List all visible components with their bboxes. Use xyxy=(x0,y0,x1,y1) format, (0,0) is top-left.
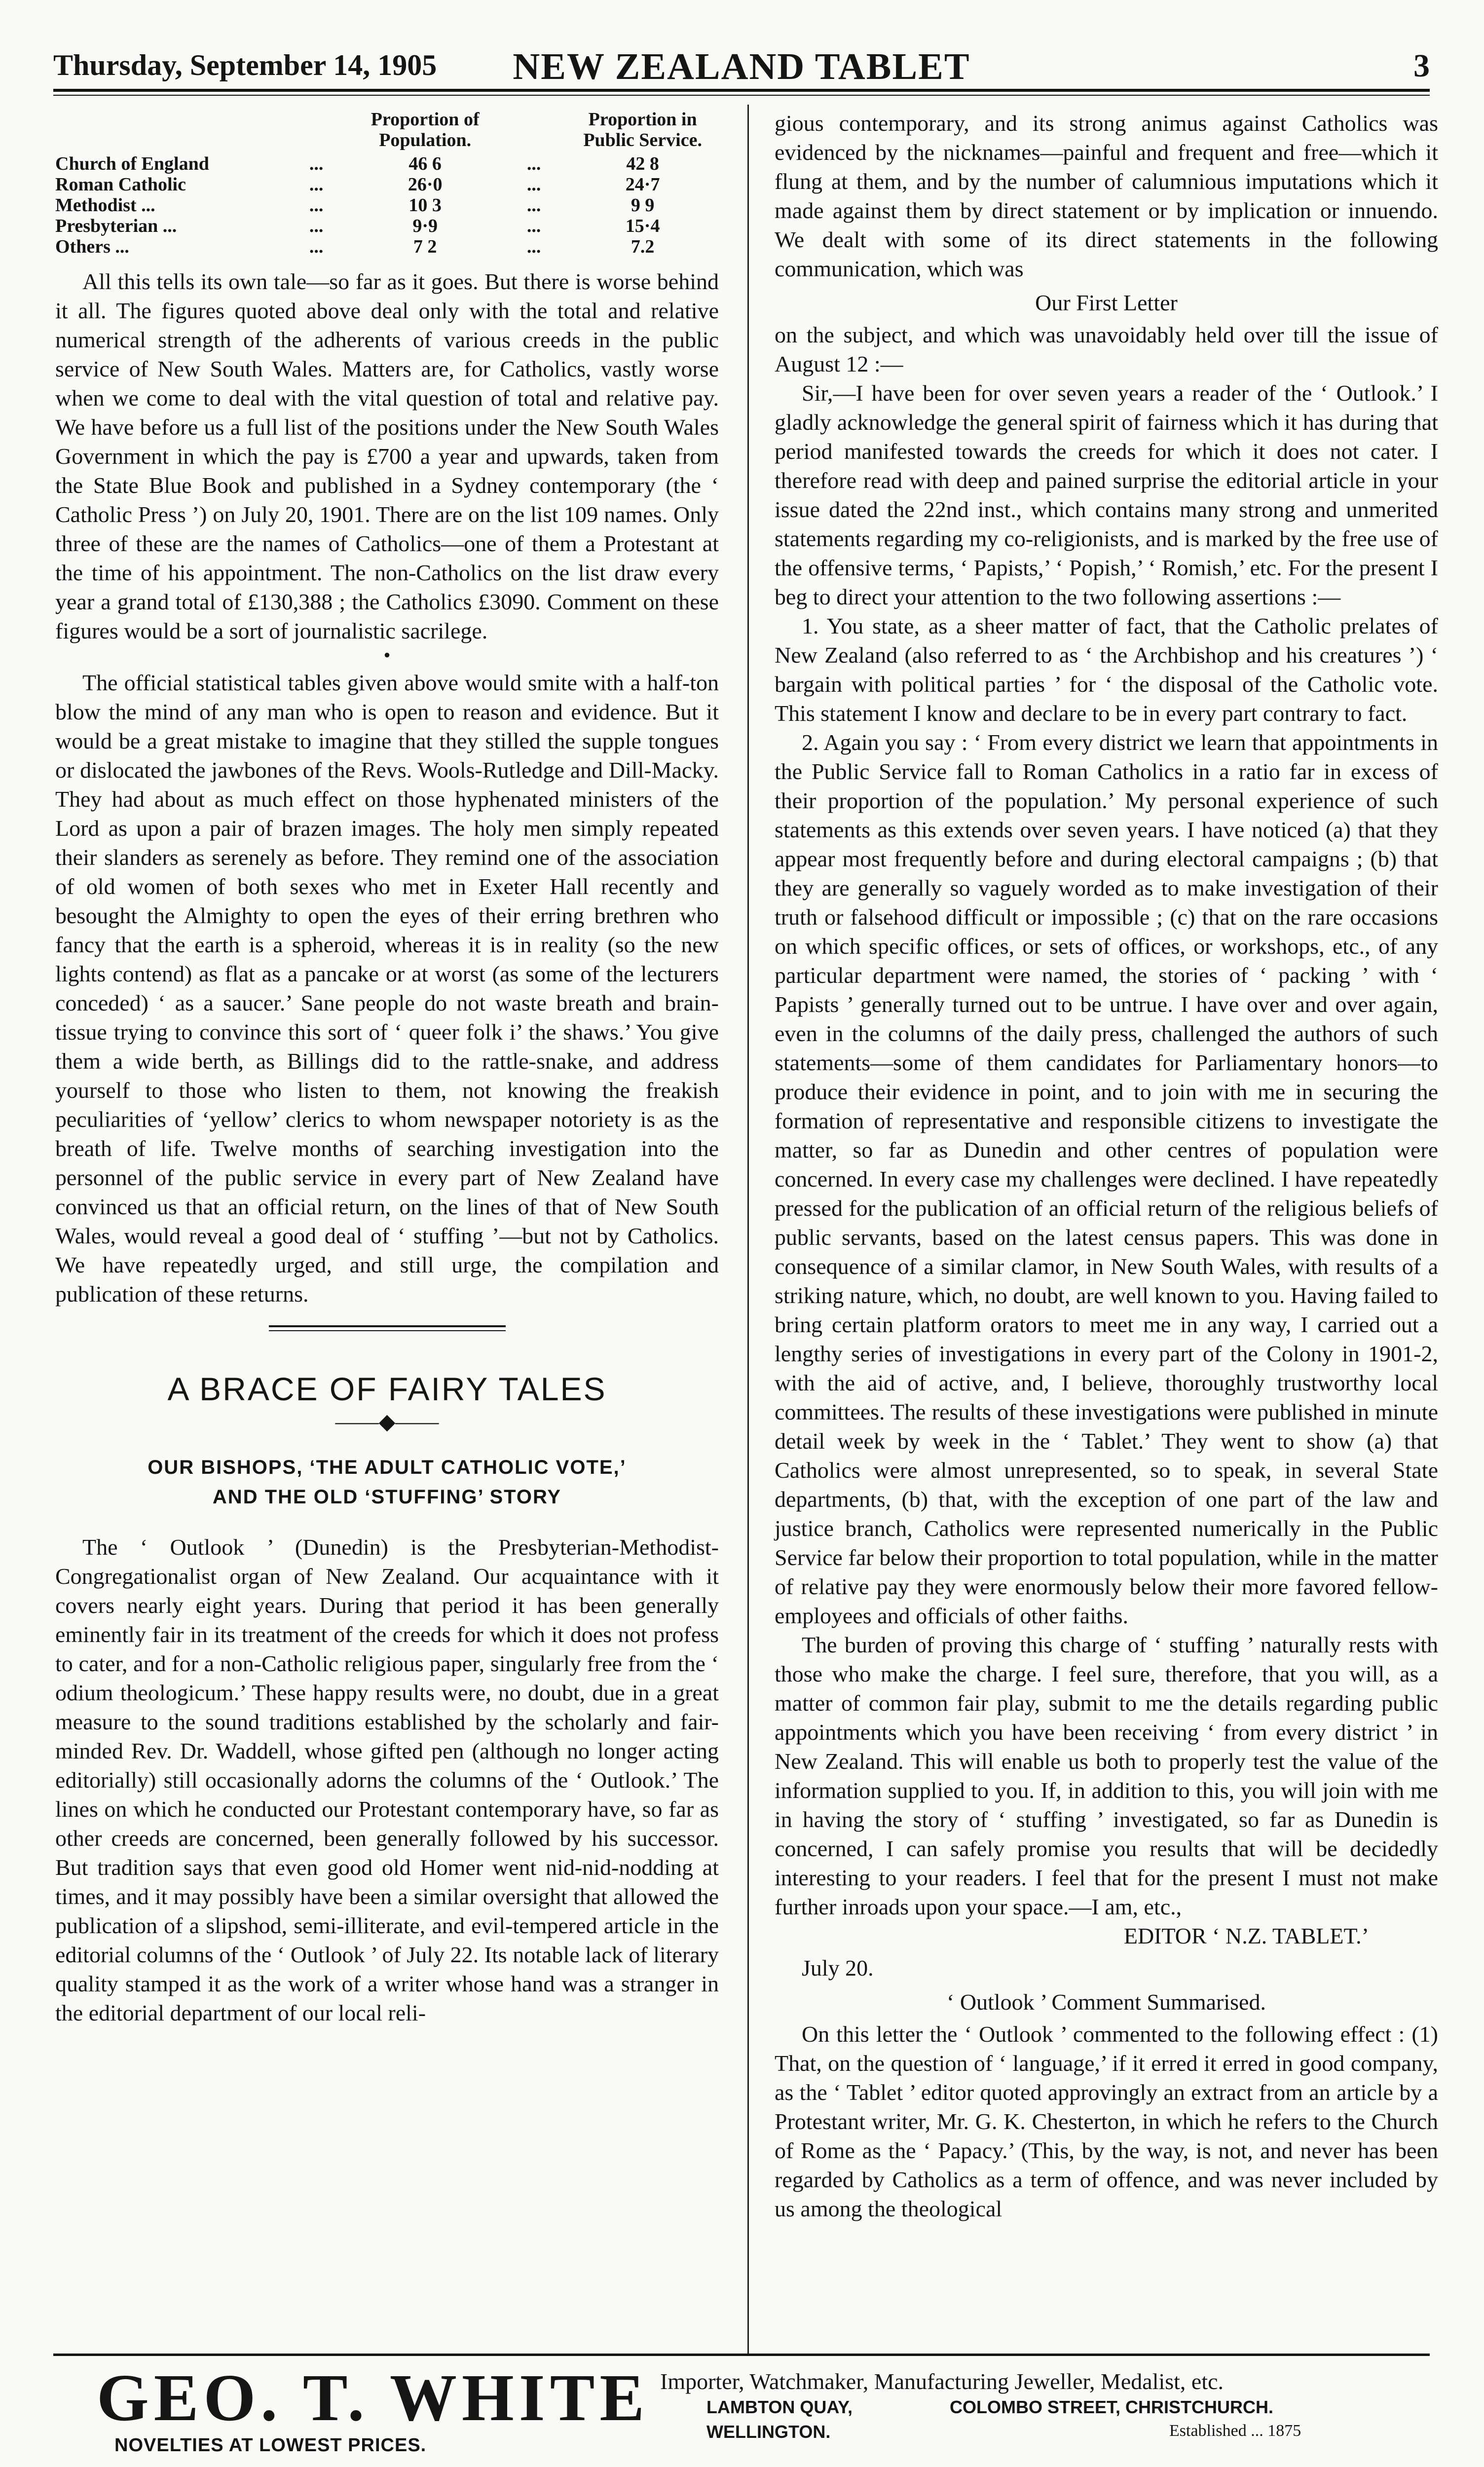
newspaper-title: NEW ZEALAND TABLET xyxy=(513,46,970,87)
letter-paragraph: Sir,—I have been for over seven years a reader of the ‘ Outlook.’ I gladly acknowledge the general spirit of fairness which it has during that period manifested towards the creeds for which it does not cater. I therefore read with deep and pained surprise the editorial article in your issue dated the 22nd inst., which contains many strong and unmerited statements regarding my co-religionists, and is marked by the free use of the offensive terms, ‘ Papists,’ ‘ Popish,’ ‘ Romish,’ etc. For the present I beg to direct your attention to the two following assertions :— xyxy=(775,380,1438,609)
table-row: Church of England ... 46 6 ... 42 8 xyxy=(55,153,659,174)
article-headline: A BRACE OF FAIRY TALES xyxy=(167,1371,607,1407)
article-subheadline: OUR BISHOPS, ‘THE ADULT CATHOLIC VOTE,’ AND THE OLD ‘STUFFING’ STORY xyxy=(148,1457,627,1508)
column-divider xyxy=(747,105,749,2355)
section-bullet: • xyxy=(383,644,391,666)
article-paragraph: The official statistical tables given above would smite with a half-ton blow the mind of any man who is open to reason and evidence. But it would be a great mistake to imagine that they stilled the supple tongues or dislocated the jawbones of the Revs. Wools-Rutledge and Dill-Macky. They had about as much effect on those hyphenated ministers of the Lord as upon a pair of brazen images. The holy men simply repeated their slanders as serenely as before. They remind one of the association of old women of both sexes who met in Exeter Hall recently and besought the Almighty to open the eyes of their erring brethren who fancy that the earth is a spheroid, whereas it is in reality (so the new lights contend) as flat as a pancake or at worst (as some of the lecturers conceded) ‘ as a saucer.’ Sane people do not waste breath and brain-tissue trying to convince this sort of ‘ queer folk i’ the shaws.’ You give them a wide berth, as Billings did to the rattle-snake, and address yourself to those who listen to them, not knowing the freakish peculiarities of ‘yellow’ clerics to whom newspaper notoriety is as the breath of life. Twelve months of searching investigation into the personnel of the public service in every part of New Zealand have convinced us that an official return, on the lines of that of New South Wales, would reveal a good deal of ‘ stuffing ’—but not by Catholics. We have repeatedly urged, and still urge, the compilation and publication of these returns. xyxy=(55,670,719,1307)
footer-rule xyxy=(53,2354,1430,2356)
header-population: Proportion of Population. xyxy=(371,109,480,150)
article-paragraph: The ‘ Outlook ’ (Dunedin) is the Presbyterian-Methodist-Congregationalist organ of New Zealand. Our acquaintance with it covers nearly eight years. During that period it has been generally eminently fair in its treatment of the creeds for which it does not profess to cater, and for a non-Catholic religious paper, singularly free from the ‘ odium theologicum.’ These happy results were, no doubt, due in a great measure to the sound traditions established by the scholarly and fair-minded Rev. Dr. Waddell, whose gifted pen (although no longer acting editorially) still occasionally adorns the columns of the ‘ Outlook.’ The lines on which he conducted our Protestant contemporary have, so far as other creeds are concerned, been generally followed by his successor. But tradition says that even good old Homer went nid-nid-nodding at times, and it may possibly have been a similar oversight that allowed the publication of a slipshod, semi-illiterate, and evil-tempered article in the editorial columns of the ‘ Outlook ’ of July 22. Its notable lack of literary quality stamped it as the work of a writer whose hand was a stranger in the editorial department of our local reli- xyxy=(55,1534,719,2025)
article-paragraph: All this tells its own tale—so far as it goes. But there is worse behind it all. The figures quoted above deal only with the total and relative numerical strength of the adherents of various creeds in the public service of New South Wales. Matters are, for Catholics, vastly worse when we come to deal with the vital question of total and relative pay. We have before us a full list of the positions under the New South Wales Government in which the pay is £700 a year and upwards, taken from the State Blue Book and published in a Sydney contemporary (the ‘ Catholic Press ’) on July 20, 1901. There are on the list 109 names. Only three of these are the names of Catholics—one of them a Protestant at the time of his appointment. The non-Catholics on the list draw every year a grand total of £130,388 ; the Catholics £3090. Comment on these figures would be a sort of journalistic sacrilege. xyxy=(55,269,719,643)
table-row: Presbyterian ... ... 9·9 ... 15·4 xyxy=(55,216,660,236)
religion-statistics-table xyxy=(55,109,719,257)
page-number: 3 xyxy=(1413,48,1430,84)
advertiser-established: Established ... 1875 xyxy=(1169,2422,1301,2440)
header-public-service: Proportion in Public Service. xyxy=(583,109,702,150)
letter-date: July 20. xyxy=(802,1955,874,1981)
article-paragraph: On this letter the ‘ Outlook ’ commented to the following effect : (1) That, on the question of ‘ language,’ if it erred it erred in good company, as the ‘ Tablet ’ editor quoted approvingly an extract from an article by a Protestant writer, Mr. G. K. Chesterton, in which he refers to the Church of Rome as the ‘ Papacy.’ (This, by the way, is not, and never has been regarded by Catholics as a term of offence, and was never included by us among the theological xyxy=(775,2021,1438,2221)
article-paragraph: gious contemporary, and its strong animus against Catholics was evidenced by the nicknames—painful and frequent and free—which it flung at them, and by the number of calumnious imputations which it made against them by direct statement or by implication or innuendo. We dealt with some of its direct statements in the following communication, which was xyxy=(775,111,1438,281)
table-row: Others ... ... 7 2 ... 7.2 xyxy=(55,236,655,257)
advertiser-address-christchurch: COLOMBO STREET, CHRISTCHURCH. xyxy=(950,2397,1273,2417)
summary-title: ‘ Outlook ’ Comment Summarised. xyxy=(947,1989,1266,2015)
letter-paragraph: 2. Again you say : ‘ From every district we learn that appointments in the Public Service fall to Roman Catholics in a ratio far in excess of their proportion of the population.’ My personal experience of such statements as this extends over seven years. I have noticed (a) that they appear most frequently before and during electoral campaigns ; (b) that they are generally so vaguely worded as to make investigation of their truth or falsehood difficult or impossible ; (c) that on the rare occasions on which specific offices, or sets of offices, or workshops, etc., of any particular department were named, the stories of ‘ packing ’ with ‘ Papists ’ generally turned out to be untrue. I have over and over again, even in the columns of the daily press, challenged the authors of such statements—some of them candidates for Parliamentary honors—to produce their evidence in point, and to join with me in securing the formation of representative and responsible citizens to investigate the matter, so far as Dunedin and other centres of population were concerned. In every case my challenges were declined. I have repeatedly pressed for the publication of an official return of the religious beliefs of public servants, based on the latest census papers. This was done in consequence of a similar clamor, in New South Wales, with results of a striking nature, which, no doubt, are well known to you. Having failed to bring certain platform orators to meet me in any way, I carried out a lengthy series of investigations in every part of the Colony in 1901-2, with the aid of active, and, I believe, thoroughly trustworthy local committees. The results of these investigations were published in minute detail week by week in the ‘ Tablet.’ They went to show (a) that Catholics were almost unrepresented, so to speak, in several State departments, (b) that, with the exception of one part of the law and justice branch, Catholics were represented numerically in the Public Service far below their proportion to total population, while in the matter of relative pay they were enormously below their more favored fellow-employees and officials of other faiths. xyxy=(775,730,1438,1628)
left-column xyxy=(55,109,719,2027)
letter-paragraph: The burden of proving this charge of ‘ stuffing ’ naturally rests with those who make the charge. I feel sure, therefore, that you will, as a matter of common fair play, submit to me the details regarding public appointments which you have been receiving ‘ from every district ’ in New Zealand. This will enable us both to properly test the value of the information supplied to you. If, in addition to this, you will join with me in having the story of ‘ stuffing ’ investigated, so far as Dunedin is concerned, I can safely promise you results that will be decidedly interesting to your readers. I feel that for the present I must not make further inroads upon your space.—I am, etc., xyxy=(775,1632,1438,1919)
advertiser-address-wellington: LAMBTON QUAY, xyxy=(706,2397,853,2417)
table-row: Roman Catholic ... 26·0 ... 24·7 xyxy=(55,174,660,195)
advertiser-trades: Importer, Watchmaker, Manufacturing Jeweller, Medalist, etc. xyxy=(660,2369,1224,2394)
letter-title: Our First Letter xyxy=(1035,290,1178,315)
advertiser-city: WELLINGTON. xyxy=(706,2422,831,2442)
right-column xyxy=(775,109,1438,2223)
letter-paragraph: 1. You state, as a sheer matter of fact, that the Catholic prelates of New Zealand (also referred to as ‘ the Archbishop and his creatures ’) ‘ bargain with political parties ’ for ‘ the disposal of the Catholic vote. This statement I know and declare to be in every part contrary to fact. xyxy=(775,613,1438,726)
article-paragraph: on the subject, and which was unavoidably held over till the issue of August 12 :— xyxy=(775,322,1438,376)
advertiser-tagline: NOVELTIES AT LOWEST PRICES. xyxy=(114,2435,427,2456)
issue-date: Thursday, September 14, 1905 xyxy=(53,49,437,81)
masthead xyxy=(53,45,1430,92)
letter-signature: EDITOR ‘ N.Z. TABLET.’ xyxy=(1123,1923,1369,1948)
masthead-rule xyxy=(53,95,1430,96)
headline-ornament: ——◆—— xyxy=(335,1410,439,1434)
section-rule xyxy=(269,1325,506,1331)
advertiser-name: GEO. T. WHITE xyxy=(97,2361,650,2435)
table-row: Methodist ... ... 10 3 ... 9 9 xyxy=(55,195,655,216)
